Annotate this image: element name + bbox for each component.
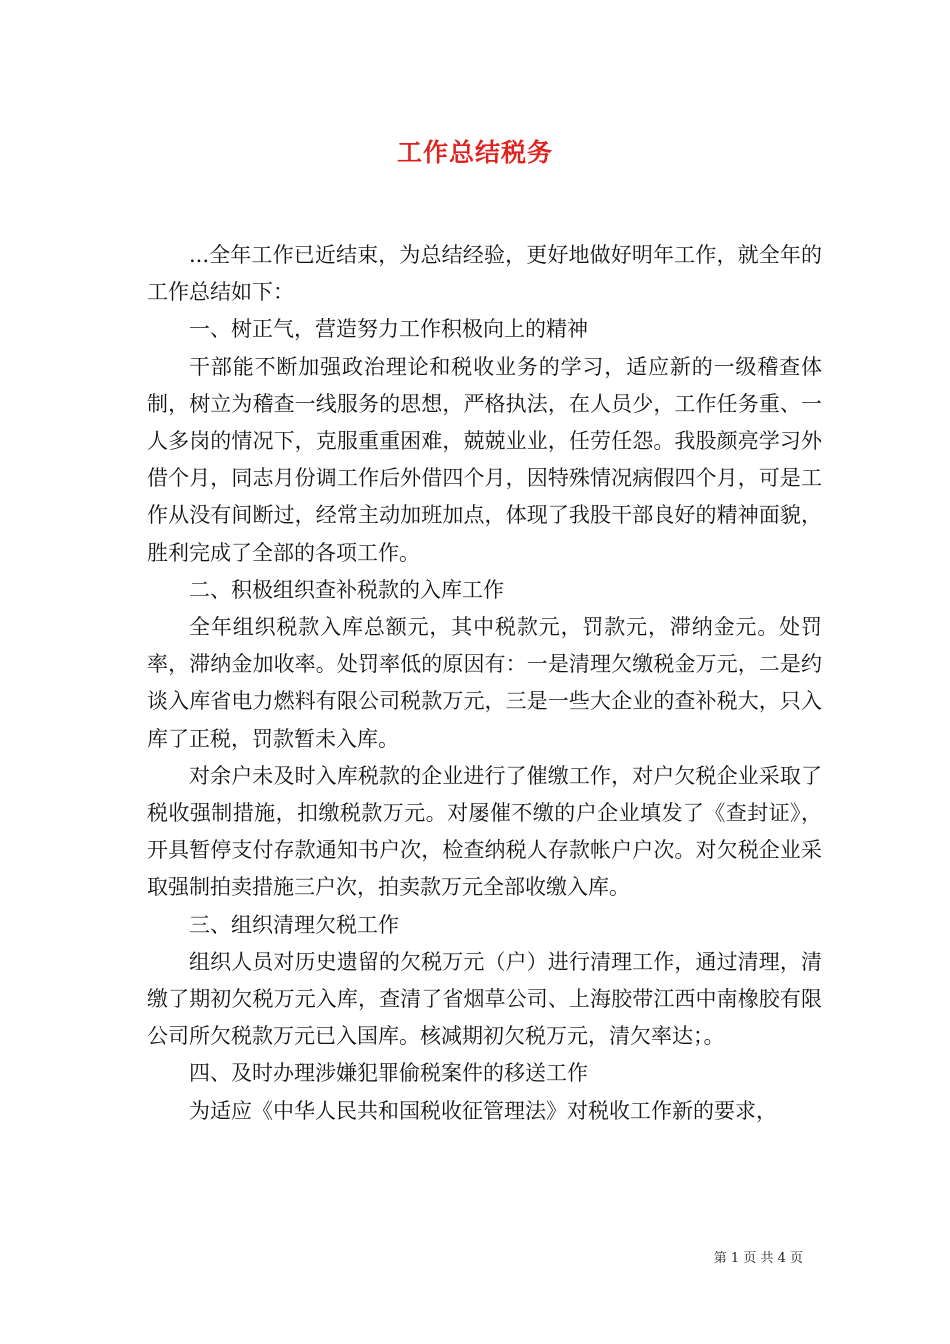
document-body xyxy=(147,237,822,1130)
document-title: 工作总结税务 xyxy=(396,138,553,167)
paragraph: 组织人员对历史遗留的欠税万元（户）进行清理工作，通过清理，清缴了期初欠税万元入库，查清了省烟草公司、上海胶带江西中南橡胶有限公司所欠税款万元已入国库。核减期初欠税万元，清欠率达；。 xyxy=(147,949,822,1049)
section-heading-2: 二、积极组织查补税款的入库工作 xyxy=(189,577,504,602)
page-number-footer: 第 1 页 共 4 页 xyxy=(713,1251,803,1266)
paragraph: 干部能不断加强政治理论和税收业务的学习，适应新的一级稽查体制，树立为稽查一线服务的思想，严格执法，在人员少，工作任务重、一人多岗的情况下，克服重重困难，兢兢业业，任劳任怨。我股颜亮学习外借个月，同志月份调工作后外借四个月，因特殊情况病假四个月，可是工作从没有间断过，经常主动加班加点，体现了我股干部良好的精神面貌，胜利完成了全部的各项工作。 xyxy=(147,354,822,565)
paragraph: 为适应《中华人民共和国税收征管理法》对税收工作新的要求， xyxy=(189,1098,777,1123)
paragraph: 全年组织税款入库总额元，其中税款元，罚款元，滞纳金元。处罚率，滞纳金加收率。处罚率低的原因有：一是清理欠缴税金万元，二是约谈入库省电力燃料有限公司税款万元，三是一些大企业的查补税大，只入库了正税，罚款暂未入库。 xyxy=(147,615,822,751)
section-heading-3: 三、组织清理欠税工作 xyxy=(189,912,399,937)
paragraph: 对余户未及时入库税款的企业进行了催缴工作，对户欠税企业采取了税收强制措施，扣缴税款万元。对屡催不缴的户企业填发了《查封证》，开具暂停支付存款通知书户次，检查纳税人存款帐户户次。对欠税企业采取强制拍卖措施三户次，拍卖款万元全部收缴入库。 xyxy=(147,763,822,900)
section-heading-4: 四、及时办理涉嫌犯罪偷税案件的移送工作 xyxy=(189,1061,588,1086)
section-heading-1: 一、树正气，营造努力工作积极向上的精神 xyxy=(189,317,588,342)
paragraph-intro: ...全年工作已近结束，为总结经验，更好地做好明年工作，就全年的工作总结如下： xyxy=(147,243,822,305)
